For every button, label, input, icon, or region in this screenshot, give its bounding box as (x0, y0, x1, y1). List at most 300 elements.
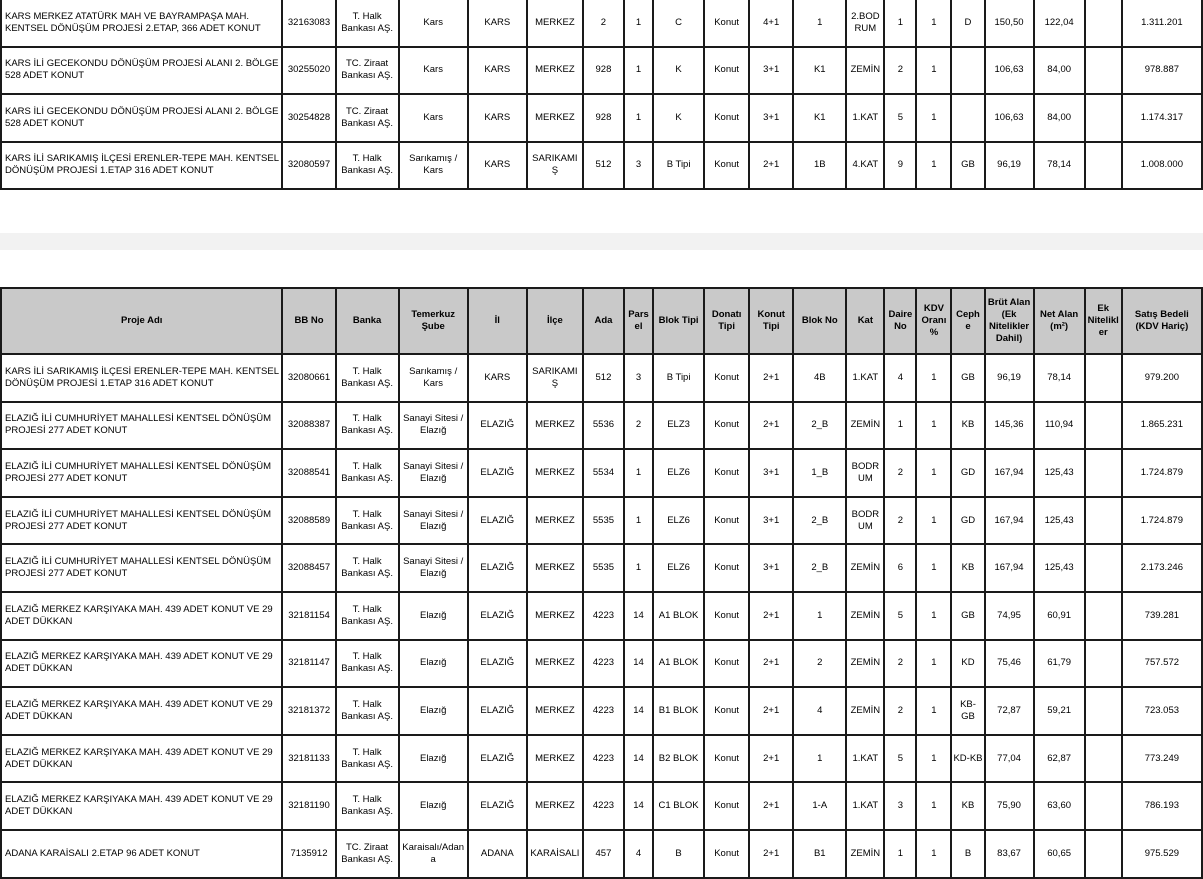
cell-bank: T. Halk Bankası AŞ. (336, 142, 399, 190)
cell-ada: 457 (583, 830, 624, 878)
cell-province: ELAZIĞ (468, 497, 527, 545)
cell-facility-type: Konut (704, 0, 749, 47)
cell-block-no: 4 (793, 687, 846, 735)
cell-bb-no: 32181147 (282, 640, 335, 688)
cell-province: ELAZIĞ (468, 640, 527, 688)
cell-ada: 928 (583, 94, 624, 142)
cell-branch: Elazığ (399, 782, 468, 830)
cell-facade: KB (951, 544, 984, 592)
cell-gross-area: 145,36 (985, 402, 1034, 450)
cell-floor: BODR UM (846, 497, 884, 545)
cell-floor: ZEMİN (846, 544, 884, 592)
cell-gross-area: 150,50 (985, 0, 1034, 47)
table-row (1, 830, 1202, 878)
cell-apartment-no: 1 (884, 0, 916, 47)
cell-block-no: B1 (793, 830, 846, 878)
cell-extra-features (1085, 354, 1122, 402)
cell-extra-features (1085, 47, 1122, 95)
cell-district: MERKEZ (527, 640, 583, 688)
header-floor: Kat (846, 288, 884, 354)
cell-bank: T. Halk Bankası AŞ. (336, 354, 399, 402)
listing-table-top (0, 0, 1203, 190)
table-row (1, 687, 1202, 735)
header-gross-area: Brüt Alan (Ek Nitelikler Dahil) (985, 288, 1034, 354)
cell-block-type: C (653, 0, 704, 47)
cell-district: MERKEZ (527, 449, 583, 497)
cell-vat-rate: 1 (916, 94, 951, 142)
cell-apartment-no: 5 (884, 94, 916, 142)
cell-bb-no: 32080597 (282, 142, 335, 190)
cell-district: MERKEZ (527, 544, 583, 592)
cell-housing-type: 4+1 (749, 0, 793, 47)
cell-province: ELAZIĞ (468, 449, 527, 497)
cell-apartment-no: 9 (884, 142, 916, 190)
header-extra-features: Ek Nitelikl er (1085, 288, 1122, 354)
cell-bank: T. Halk Bankası AŞ. (336, 782, 399, 830)
cell-province: KARS (468, 142, 527, 190)
cell-net-area: 125,43 (1034, 497, 1085, 545)
cell-extra-features (1085, 735, 1122, 783)
cell-housing-type: 3+1 (749, 544, 793, 592)
cell-branch: Sarıkamış / Kars (399, 142, 468, 190)
cell-bb-no: 32088541 (282, 449, 335, 497)
header-bb-no: BB No (282, 288, 335, 354)
cell-sale-price: 723.053 (1122, 687, 1202, 735)
cell-vat-rate: 1 (916, 0, 951, 47)
header-block-no: Blok No (793, 288, 846, 354)
cell-bank: T. Halk Bankası AŞ. (336, 0, 399, 47)
cell-gross-area: 96,19 (985, 354, 1034, 402)
cell-branch: Sanayi Sitesi / Elazığ (399, 449, 468, 497)
cell-ada: 512 (583, 354, 624, 402)
cell-parsel: 1 (624, 0, 653, 47)
cell-block-no: K1 (793, 94, 846, 142)
cell-sale-price: 1.865.231 (1122, 402, 1202, 450)
cell-bb-no: 32181133 (282, 735, 335, 783)
cell-extra-features (1085, 402, 1122, 450)
cell-net-area: 60,65 (1034, 830, 1085, 878)
cell-gross-area: 75,90 (985, 782, 1034, 830)
cell-ada: 4223 (583, 782, 624, 830)
cell-district: SARIKAMI Ş (527, 354, 583, 402)
cell-project-name: KARS İLİ GECEKONDU DÖNÜŞÜM PROJESİ ALANI 2. BÖLGE 528 ADET KONUT (1, 47, 282, 95)
header-project-name: Proje Adı (1, 288, 282, 354)
cell-branch: Kars (399, 94, 468, 142)
cell-block-type: B Tipi (653, 354, 704, 402)
cell-facility-type: Konut (704, 142, 749, 190)
cell-facade: D (951, 0, 984, 47)
cell-block-no: 2 (793, 640, 846, 688)
cell-bank: T. Halk Bankası AŞ. (336, 449, 399, 497)
header-apartment-no: Daire No (884, 288, 916, 354)
cell-floor: ZEMİN (846, 640, 884, 688)
cell-extra-features (1085, 497, 1122, 545)
cell-block-no: 1 (793, 735, 846, 783)
cell-extra-features (1085, 94, 1122, 142)
cell-extra-features (1085, 449, 1122, 497)
cell-project-name: ELAZIĞ MERKEZ KARŞIYAKA MAH. 439 ADET KONUT VE 29 ADET DÜKKAN (1, 782, 282, 830)
cell-bb-no: 32080661 (282, 354, 335, 402)
cell-ada: 512 (583, 142, 624, 190)
cell-net-area: 122,04 (1034, 0, 1085, 47)
cell-vat-rate: 1 (916, 640, 951, 688)
header-facility-type: Donatı Tipi (704, 288, 749, 354)
cell-net-area: 63,60 (1034, 782, 1085, 830)
cell-extra-features (1085, 142, 1122, 190)
cell-bb-no: 32163083 (282, 0, 335, 47)
cell-sale-price: 1.008.000 (1122, 142, 1202, 190)
cell-apartment-no: 1 (884, 402, 916, 450)
cell-district: MERKEZ (527, 47, 583, 95)
cell-province: KARS (468, 47, 527, 95)
cell-project-name: KARS MERKEZ ATATÜRK MAH VE BAYRAMPAŞA MAH. KENTSEL DÖNÜŞÜM PROJESİ 2.ETAP, 366 ADET KONUT (1, 0, 282, 47)
header-housing-type: Konut Tipi (749, 288, 793, 354)
cell-apartment-no: 3 (884, 782, 916, 830)
cell-housing-type: 2+1 (749, 354, 793, 402)
cell-ada: 5535 (583, 497, 624, 545)
cell-project-name: ELAZIĞ MERKEZ KARŞIYAKA MAH. 439 ADET KONUT VE 29 ADET DÜKKAN (1, 687, 282, 735)
cell-province: ELAZIĞ (468, 687, 527, 735)
cell-vat-rate: 1 (916, 687, 951, 735)
cell-bb-no: 30255020 (282, 47, 335, 95)
cell-gross-area: 167,94 (985, 544, 1034, 592)
cell-vat-rate: 1 (916, 449, 951, 497)
cell-floor: 1.KAT (846, 782, 884, 830)
cell-parsel: 14 (624, 735, 653, 783)
cell-housing-type: 2+1 (749, 782, 793, 830)
cell-extra-features (1085, 640, 1122, 688)
header-bank: Banka (336, 288, 399, 354)
cell-facade (951, 47, 984, 95)
cell-ada: 2 (583, 0, 624, 47)
cell-floor: 1.KAT (846, 354, 884, 402)
page-gap (0, 233, 1203, 250)
cell-bb-no: 32088457 (282, 544, 335, 592)
cell-facility-type: Konut (704, 94, 749, 142)
listing-table-bottom (0, 287, 1203, 879)
cell-bank: TC. Ziraat Bankası AŞ. (336, 94, 399, 142)
cell-province: KARS (468, 94, 527, 142)
table-row (1, 354, 1202, 402)
cell-block-type: K (653, 47, 704, 95)
cell-district: MERKEZ (527, 735, 583, 783)
cell-floor: ZEMİN (846, 592, 884, 640)
cell-net-area: 61,79 (1034, 640, 1085, 688)
cell-parsel: 4 (624, 830, 653, 878)
cell-parsel: 14 (624, 640, 653, 688)
cell-apartment-no: 5 (884, 735, 916, 783)
cell-bank: TC. Ziraat Bankası AŞ. (336, 47, 399, 95)
cell-bb-no: 32181154 (282, 592, 335, 640)
cell-district: MERKEZ (527, 402, 583, 450)
cell-gross-area: 167,94 (985, 497, 1034, 545)
cell-bb-no: 32088589 (282, 497, 335, 545)
cell-branch: Kars (399, 0, 468, 47)
cell-net-area: 60,91 (1034, 592, 1085, 640)
header-vat-rate: KDV Oranı % (916, 288, 951, 354)
cell-project-name: ELAZIĞ MERKEZ KARŞIYAKA MAH. 439 ADET KONUT VE 29 ADET DÜKKAN (1, 592, 282, 640)
cell-bank: T. Halk Bankası AŞ. (336, 640, 399, 688)
cell-facade: KD-KB (951, 735, 984, 783)
cell-branch: Sanayi Sitesi / Elazığ (399, 544, 468, 592)
cell-branch: Karaisalı/Adan a (399, 830, 468, 878)
cell-district: SARIKAMI Ş (527, 142, 583, 190)
cell-ada: 928 (583, 47, 624, 95)
cell-bb-no: 32181190 (282, 782, 335, 830)
cell-project-name: KARS İLİ GECEKONDU DÖNÜŞÜM PROJESİ ALANI 2. BÖLGE 528 ADET KONUT (1, 94, 282, 142)
cell-district: MERKEZ (527, 0, 583, 47)
header-sale-price: Satış Bedeli (KDV Hariç) (1122, 288, 1202, 354)
cell-block-type: C1 BLOK (653, 782, 704, 830)
cell-apartment-no: 2 (884, 497, 916, 545)
cell-block-no: K1 (793, 47, 846, 95)
cell-bank: T. Halk Bankası AŞ. (336, 592, 399, 640)
cell-bank: T. Halk Bankası AŞ. (336, 497, 399, 545)
cell-vat-rate: 1 (916, 592, 951, 640)
cell-parsel: 14 (624, 687, 653, 735)
cell-sale-price: 979.200 (1122, 354, 1202, 402)
cell-block-no: 1_B (793, 449, 846, 497)
cell-floor: 1.KAT (846, 735, 884, 783)
cell-sale-price: 1.724.879 (1122, 497, 1202, 545)
cell-block-type: B (653, 830, 704, 878)
cell-facility-type: Konut (704, 735, 749, 783)
cell-block-no: 1 (793, 592, 846, 640)
cell-vat-rate: 1 (916, 544, 951, 592)
cell-project-name: ELAZIĞ MERKEZ KARŞIYAKA MAH. 439 ADET KONUT VE 29 ADET DÜKKAN (1, 640, 282, 688)
cell-sale-price: 786.193 (1122, 782, 1202, 830)
cell-facility-type: Konut (704, 497, 749, 545)
cell-facade: KB (951, 782, 984, 830)
cell-project-name: ELAZIĞ İLİ CUMHURİYET MAHALLESİ KENTSEL DÖNÜŞÜM PROJESİ 277 ADET KONUT (1, 449, 282, 497)
cell-province: ELAZIĞ (468, 592, 527, 640)
table-row (1, 782, 1202, 830)
cell-vat-rate: 1 (916, 735, 951, 783)
cell-bb-no: 32088387 (282, 402, 335, 450)
cell-block-no: 1 (793, 0, 846, 47)
cell-floor: 2.BOD RUM (846, 0, 884, 47)
cell-sale-price: 2.173.246 (1122, 544, 1202, 592)
cell-facade: KD (951, 640, 984, 688)
cell-gross-area: 106,63 (985, 47, 1034, 95)
header-branch: Temerkuz Şube (399, 288, 468, 354)
cell-block-no: 2_B (793, 544, 846, 592)
cell-bb-no: 32181372 (282, 687, 335, 735)
table-row (1, 0, 1202, 47)
cell-net-area: 78,14 (1034, 142, 1085, 190)
cell-ada: 5536 (583, 402, 624, 450)
cell-extra-features (1085, 830, 1122, 878)
cell-sale-price: 978.887 (1122, 47, 1202, 95)
cell-net-area: 125,43 (1034, 544, 1085, 592)
cell-ada: 4223 (583, 640, 624, 688)
cell-net-area: 59,21 (1034, 687, 1085, 735)
cell-floor: BODR UM (846, 449, 884, 497)
cell-gross-area: 74,95 (985, 592, 1034, 640)
cell-parsel: 2 (624, 402, 653, 450)
cell-facade: GB (951, 592, 984, 640)
cell-branch: Elazığ (399, 687, 468, 735)
cell-parsel: 3 (624, 142, 653, 190)
cell-district: MERKEZ (527, 782, 583, 830)
cell-floor: ZEMİN (846, 830, 884, 878)
cell-net-area: 125,43 (1034, 449, 1085, 497)
cell-branch: Elazığ (399, 640, 468, 688)
cell-branch: Sanayi Sitesi / Elazığ (399, 497, 468, 545)
cell-housing-type: 2+1 (749, 687, 793, 735)
header-ada: Ada (583, 288, 624, 354)
cell-block-no: 1-A (793, 782, 846, 830)
cell-gross-area: 75,46 (985, 640, 1034, 688)
table-row (1, 544, 1202, 592)
cell-extra-features (1085, 592, 1122, 640)
cell-block-type: ELZ6 (653, 449, 704, 497)
cell-bb-no: 30254828 (282, 94, 335, 142)
cell-vat-rate: 1 (916, 402, 951, 450)
cell-apartment-no: 5 (884, 592, 916, 640)
cell-district: MERKEZ (527, 592, 583, 640)
table-row (1, 735, 1202, 783)
cell-bb-no: 7135912 (282, 830, 335, 878)
header-province: İl (468, 288, 527, 354)
cell-facade: GB (951, 354, 984, 402)
cell-net-area: 84,00 (1034, 94, 1085, 142)
header-parsel: Pars el (624, 288, 653, 354)
cell-gross-area: 72,87 (985, 687, 1034, 735)
cell-facility-type: Konut (704, 640, 749, 688)
table-row (1, 449, 1202, 497)
cell-block-type: B2 BLOK (653, 735, 704, 783)
cell-vat-rate: 1 (916, 497, 951, 545)
cell-province: KARS (468, 354, 527, 402)
cell-block-type: ELZ6 (653, 497, 704, 545)
cell-parsel: 1 (624, 449, 653, 497)
cell-sale-price: 975.529 (1122, 830, 1202, 878)
table-row (1, 640, 1202, 688)
cell-gross-area: 77,04 (985, 735, 1034, 783)
cell-floor: ZEMİN (846, 402, 884, 450)
cell-block-no: 4B (793, 354, 846, 402)
cell-bank: T. Halk Bankası AŞ. (336, 735, 399, 783)
cell-gross-area: 167,94 (985, 449, 1034, 497)
cell-project-name: ELAZIĞ İLİ CUMHURİYET MAHALLESİ KENTSEL DÖNÜŞÜM PROJESİ 277 ADET KONUT (1, 544, 282, 592)
cell-block-no: 2_B (793, 497, 846, 545)
table-row (1, 497, 1202, 545)
cell-extra-features (1085, 544, 1122, 592)
cell-parsel: 1 (624, 47, 653, 95)
cell-sale-price: 1.174.317 (1122, 94, 1202, 142)
header-facade: Ceph e (951, 288, 984, 354)
table-header-row (1, 288, 1202, 354)
cell-branch: Sarıkamış / Kars (399, 354, 468, 402)
cell-district: MERKEZ (527, 687, 583, 735)
cell-floor: ZEMİN (846, 687, 884, 735)
cell-block-type: B Tipi (653, 142, 704, 190)
cell-vat-rate: 1 (916, 354, 951, 402)
cell-bank: T. Halk Bankası AŞ. (336, 544, 399, 592)
cell-floor: ZEMİN (846, 47, 884, 95)
cell-housing-type: 2+1 (749, 735, 793, 783)
cell-facility-type: Konut (704, 544, 749, 592)
cell-branch: Elazığ (399, 735, 468, 783)
cell-branch: Sanayi Sitesi / Elazığ (399, 402, 468, 450)
cell-province: ADANA (468, 830, 527, 878)
cell-facade: KB (951, 402, 984, 450)
cell-ada: 4223 (583, 735, 624, 783)
cell-facade: GB (951, 142, 984, 190)
cell-housing-type: 2+1 (749, 640, 793, 688)
cell-housing-type: 3+1 (749, 449, 793, 497)
cell-facility-type: Konut (704, 782, 749, 830)
cell-province: ELAZIĞ (468, 544, 527, 592)
cell-sale-price: 757.572 (1122, 640, 1202, 688)
table-row (1, 402, 1202, 450)
cell-facility-type: Konut (704, 449, 749, 497)
cell-bank: T. Halk Bankası AŞ. (336, 402, 399, 450)
cell-province: ELAZIĞ (468, 782, 527, 830)
header-district: İlçe (527, 288, 583, 354)
cell-vat-rate: 1 (916, 47, 951, 95)
cell-sale-price: 1.724.879 (1122, 449, 1202, 497)
cell-bank: T. Halk Bankası AŞ. (336, 687, 399, 735)
cell-province: KARS (468, 0, 527, 47)
cell-facility-type: Konut (704, 687, 749, 735)
cell-facility-type: Konut (704, 354, 749, 402)
cell-project-name: KARS İLİ SARIKAMIŞ İLÇESİ ERENLER-TEPE MAH. KENTSEL DÖNÜŞÜM PROJESİ 1.ETAP 316 ADET KONUT (1, 142, 282, 190)
cell-ada: 5535 (583, 544, 624, 592)
cell-project-name: KARS İLİ SARIKAMIŞ İLÇESİ ERENLER-TEPE MAH. KENTSEL DÖNÜŞÜM PROJESİ 1.ETAP 316 ADET KONUT (1, 354, 282, 402)
table-row (1, 142, 1202, 190)
cell-parsel: 14 (624, 782, 653, 830)
cell-apartment-no: 2 (884, 640, 916, 688)
cell-province: ELAZIĞ (468, 402, 527, 450)
cell-block-type: A1 BLOK (653, 640, 704, 688)
cell-apartment-no: 2 (884, 687, 916, 735)
cell-facility-type: Konut (704, 402, 749, 450)
header-block-type: Blok Tipi (653, 288, 704, 354)
cell-housing-type: 3+1 (749, 497, 793, 545)
cell-block-no: 1B (793, 142, 846, 190)
cell-extra-features (1085, 687, 1122, 735)
cell-branch: Elazığ (399, 592, 468, 640)
cell-apartment-no: 2 (884, 47, 916, 95)
cell-housing-type: 2+1 (749, 830, 793, 878)
cell-net-area: 78,14 (1034, 354, 1085, 402)
cell-province: ELAZIĞ (468, 735, 527, 783)
cell-housing-type: 2+1 (749, 402, 793, 450)
cell-floor: 4.KAT (846, 142, 884, 190)
cell-parsel: 1 (624, 94, 653, 142)
cell-housing-type: 2+1 (749, 142, 793, 190)
cell-block-type: ELZ6 (653, 544, 704, 592)
table-row (1, 94, 1202, 142)
cell-parsel: 1 (624, 544, 653, 592)
cell-project-name: ELAZIĞ İLİ CUMHURİYET MAHALLESİ KENTSEL DÖNÜŞÜM PROJESİ 277 ADET KONUT (1, 402, 282, 450)
cell-gross-area: 96,19 (985, 142, 1034, 190)
cell-block-type: ELZ3 (653, 402, 704, 450)
cell-vat-rate: 1 (916, 142, 951, 190)
cell-apartment-no: 1 (884, 830, 916, 878)
cell-housing-type: 3+1 (749, 94, 793, 142)
cell-block-type: B1 BLOK (653, 687, 704, 735)
cell-parsel: 3 (624, 354, 653, 402)
table-row (1, 592, 1202, 640)
cell-district: KARAİSALI (527, 830, 583, 878)
cell-facility-type: Konut (704, 830, 749, 878)
cell-project-name: ELAZIĞ MERKEZ KARŞIYAKA MAH. 439 ADET KONUT VE 29 ADET DÜKKAN (1, 735, 282, 783)
cell-branch: Kars (399, 47, 468, 95)
cell-facade: GD (951, 449, 984, 497)
